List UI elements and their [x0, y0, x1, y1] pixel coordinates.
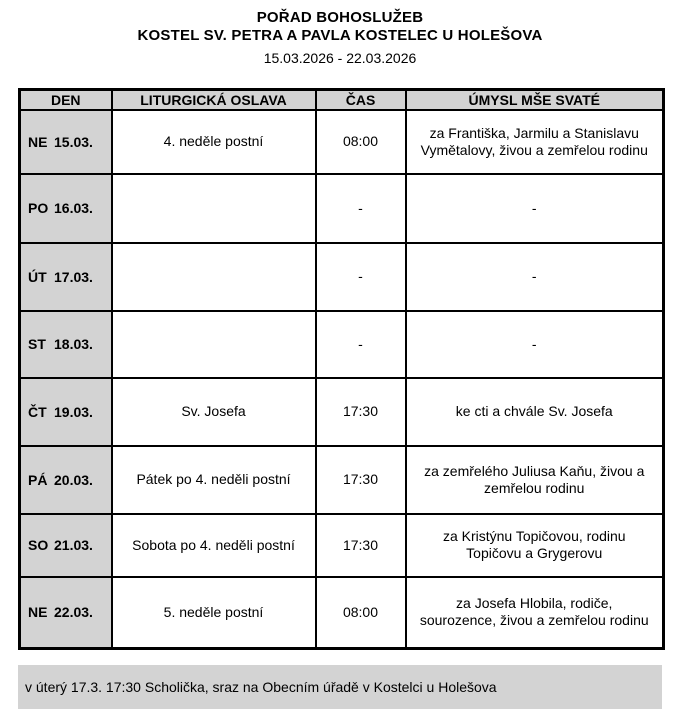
day-date: 22.03. [54, 604, 93, 621]
day-date: 15.03. [54, 133, 93, 150]
page-title: POŘAD BOHOSLUŽEB [256, 9, 424, 26]
time-cell: 08:00 [316, 110, 406, 174]
celebration-cell: Sobota po 4. neděli postní [112, 514, 316, 577]
footer-note-text: v úterý 17.3. 17:30 Scholička, sraz na Obecním úřadě v Kostelci u Holešova [25, 679, 497, 695]
intention-cell: za zemřelého Juliusa Kaňu, živou a zemřelou rodinu [406, 446, 664, 514]
day-date: 21.03. [54, 537, 93, 553]
day-abbrev: NE [28, 604, 48, 621]
time-cell: 17:30 [316, 514, 406, 577]
celebration-cell: 4. neděle postní [112, 110, 316, 174]
day-date: 17.03. [54, 268, 93, 285]
day-abbrev: NE [28, 133, 48, 150]
day-cell [20, 110, 112, 174]
column-header-cas: ČAS [316, 90, 406, 110]
day-date: 20.03. [54, 471, 93, 488]
day-date: 19.03. [54, 403, 93, 420]
header-row [20, 90, 664, 110]
day-abbrev: ST [28, 336, 46, 352]
day-abbrev: PO [28, 200, 49, 216]
day-abbrev: SO [28, 537, 49, 553]
table-row [20, 243, 664, 311]
time-cell: 17:30 [316, 446, 406, 514]
day-cell [20, 174, 112, 243]
day-abbrev: ČT [28, 403, 47, 420]
time-cell: - [316, 243, 406, 311]
day-cell [20, 311, 112, 378]
column-header-umysl-mse-svate: ÚMYSL MŠE SVATÉ [406, 90, 664, 110]
celebration-cell: Sv. Josefa [112, 378, 316, 446]
day-cell [20, 378, 112, 446]
time-cell: - [316, 174, 406, 243]
day-cell [20, 577, 112, 649]
intention-cell: ke cti a chvále Sv. Josefa [406, 378, 664, 446]
table-row [20, 514, 664, 577]
intention-cell: - [406, 243, 664, 311]
schedule-table [18, 88, 665, 650]
day-cell [20, 243, 112, 311]
intention-cell: za Kristýnu Topičovou, rodinu Topičovu a Grygerovu [406, 514, 664, 577]
intention-cell: za Františka, Jarmilu a Stanislavu Vymětalovy, živou a zemřelou rodinu [406, 110, 664, 174]
day-cell [20, 514, 112, 577]
day-cell [20, 446, 112, 514]
table-row [20, 110, 664, 174]
day-abbrev: ÚT [28, 268, 47, 285]
intention-cell: - [406, 311, 664, 378]
intention-cell: - [406, 174, 664, 243]
column-header-den: DEN [20, 90, 112, 110]
day-date: 18.03. [54, 336, 93, 352]
page-subtitle: KOSTEL SV. PETRA A PAVLA KOSTELEC U HOLEŠOVA [137, 27, 543, 44]
table-row [20, 577, 664, 649]
table-row [20, 174, 664, 243]
celebration-cell [112, 174, 316, 243]
document-header [0, 0, 680, 66]
date-range: 15.03.2026 - 22.03.2026 [263, 50, 417, 66]
intention-cell: za Josefa Hlobila, rodiče, sourozence, živou a zemřelou rodinu [406, 577, 664, 649]
day-date: 16.03. [54, 200, 93, 216]
footer-note [18, 665, 662, 709]
table-row [20, 311, 664, 378]
time-cell: 08:00 [316, 577, 406, 649]
celebration-cell [112, 311, 316, 378]
column-header-liturgicka-oslava: LITURGICKÁ OSLAVA [112, 90, 316, 110]
celebration-cell: Pátek po 4. neděli postní [112, 446, 316, 514]
celebration-cell [112, 243, 316, 311]
table-row [20, 378, 664, 446]
table-row [20, 446, 664, 514]
celebration-cell: 5. neděle postní [112, 577, 316, 649]
time-cell: 17:30 [316, 378, 406, 446]
day-abbrev: PÁ [28, 471, 48, 488]
time-cell: - [316, 311, 406, 378]
